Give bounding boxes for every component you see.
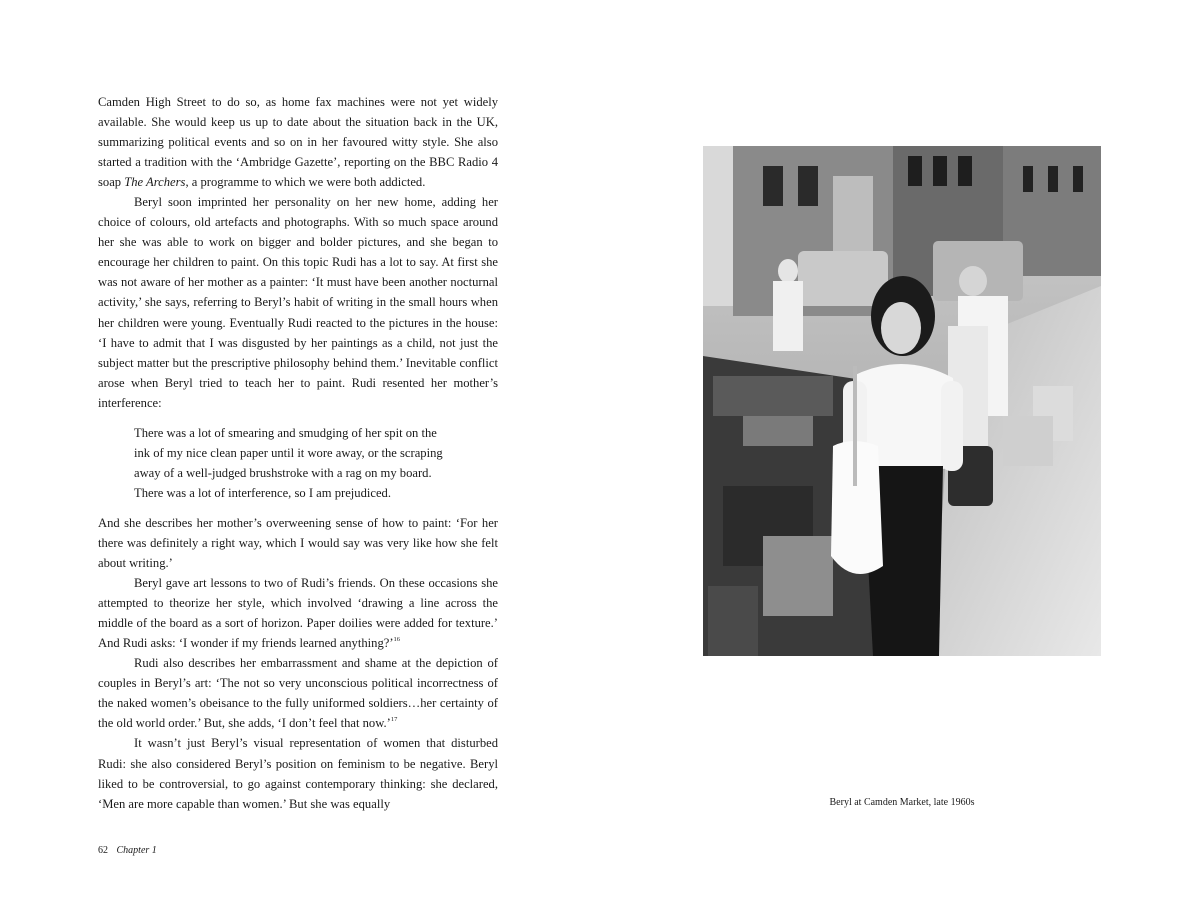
body-paragraph	[98, 92, 498, 192]
text-run: Beryl gave art lessons to two of Rudi’s friends. On these occasions she attempted to theorize her style, which involved ‘drawing a line across the middle of the board as a sort of horizon. Paper doilies were added for texture.’ And Rudi asks: ‘I wonder if my friends learned anything?’	[98, 576, 498, 651]
body-paragraph	[98, 733, 498, 813]
quote-line: There was a lot of smearing and smudging of her spit on the	[134, 425, 437, 440]
chapter-label: Chapter 1	[116, 845, 157, 856]
text-run: Beryl soon imprinted her personality on her new home, adding her choice of colours, old artefacts and photographs. With so much space around her she was able to work on bigger and bolder pictures, and she began to encourage her children to paint. On this topic Rudi has a lot to say. At first she was not aware of her mother as a painter: ‘It must have been another nocturnal activity,’ she says, referring to Beryl’s habit of writing in the small hours when her children were young. Eventually Rudi reacted to the pictures in the house: ‘I have to admit that I was disgusted by her paintings as a child, not just the subject matter but the prescriptive philosophy behind them.’ Inevitable conflict arose when Beryl tried to teach her to paint. Rudi resented her mother’s interference:	[98, 195, 498, 410]
quote-line: There was a lot of interference, so I am prejudiced.	[134, 485, 392, 500]
photograph-icon	[703, 146, 1101, 656]
quote-line: ink of my nice clean paper until it wore away, or the scraping	[134, 445, 443, 460]
italic-title: The Archers	[124, 175, 186, 190]
footnote-ref: 16	[393, 636, 401, 644]
photograph-camden-market	[703, 146, 1101, 656]
text-run: It wasn’t just Beryl’s visual representation of women that disturbed Rudi: she also considered Beryl’s position on feminism to be negative. Beryl liked to be controversial, to go against contemporary thinking: she declared, ‘Men are more capable than women.’ But she was equally	[98, 736, 498, 811]
page-number: 62	[98, 845, 108, 856]
body-paragraph	[98, 653, 498, 733]
block-quote	[134, 423, 464, 503]
text-run: , a programme to which we were both addicted.	[185, 175, 426, 190]
left-page-text	[98, 92, 498, 814]
body-paragraph	[98, 573, 498, 653]
text-run: Camden High Street to do so, as home fax machines were not yet widely available. She would keep us up to date about the situation back in the UK, summarizing political events and so on in her favoured witty style. She also started a tradition with the ‘Ambridge Gazette’, reporting on the BBC Radio 4 soap	[98, 95, 498, 190]
body-paragraph	[98, 192, 498, 413]
footnote-ref: 17	[390, 716, 398, 724]
photo-caption: Beryl at Camden Market, late 1960s	[829, 797, 975, 808]
text-run: And she describes her mother’s overweening sense of how to paint: ‘For her there was definitely a right way, which I would say was very like how she felt about writing.’	[98, 515, 498, 571]
page-footer	[98, 845, 157, 856]
body-paragraph	[98, 513, 498, 573]
text-run: Rudi also describes her embarrassment and shame at the depiction of couples in Beryl’s art: ‘The not so very unconscious political incorrectness of the naked women’s obeisance to the fully uniformed soldiers…her certainty of the old world order.’ But, she adds, ‘I don’t feel that now.’	[98, 656, 498, 731]
quote-line: away of a well-judged brushstroke with a rag on my board.	[134, 465, 432, 480]
